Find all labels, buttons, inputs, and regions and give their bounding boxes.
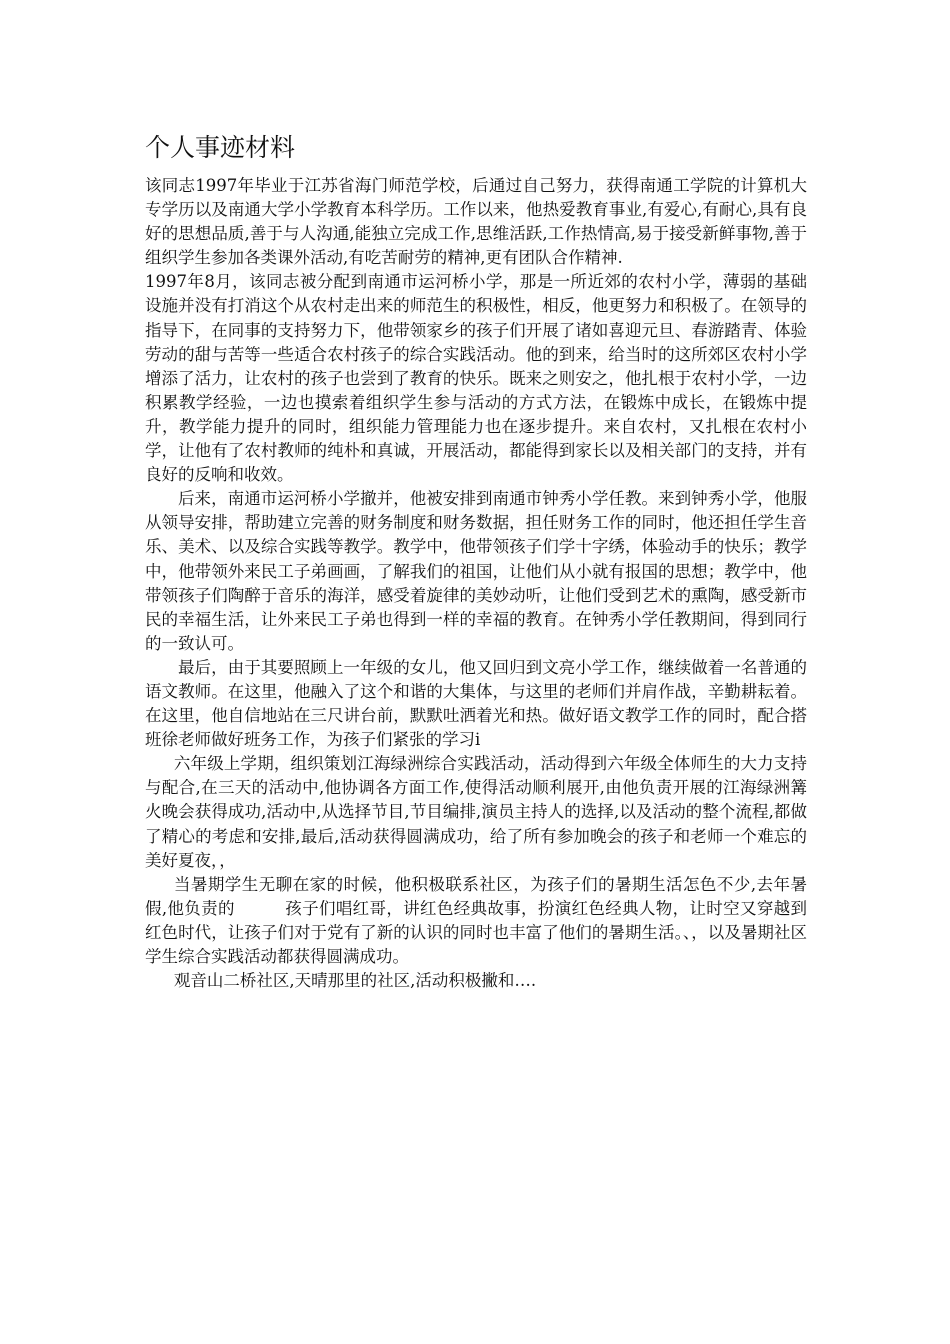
paragraph-summer: 当暑期学生无聊在家的时候，他积极联系社区，为孩子们的暑期生活怎色不少,去年暑假,他负责的 孩子们唱红哥，讲红色经典故事，扮演红色经典人物，让时空又穿越到红色时代，让孩子们对于党有了新的认识的同时也丰富了他们的暑期生活。、，以及暑期社区学生综合实践活动都获得圆满成功。 [145,874,807,966]
paragraph-sixth-grade: 六年级上学期，组织策划江海绿洲综合实践活动，活动得到六年级全体师生的大力支持与配合,在三天的活动中,他协调各方面工作,使得活动顺利展开,由他负责开展的江海绿洲篝火晚会获得成功,活动中,从选择节目,节目编排,演员主持人的选择,以及活动的整个流程,都做了精心的考虑和安排,最后,活动获得圆满成功，给了所有参加晚会的孩子和老师一个难忘的美好夏夜，， [145,754,807,870]
paragraph-zhongxiu: 后来，南通市运河桥小学撤并，他被安排到南通市钟秀小学任教。来到钟秀小学，他服从领导安排，帮助建立完善的财务制度和财务数据，担任财务工作的同时，他还担任学生音乐、美术、以及综合实践等教学。教学中，他带领孩子们学十字绣，体验动手的快乐；教学中，他带领外来民工子弟画画，了解我们的祖国，让他们从小就有报国的思想；教学中，他带领孩子们陶醉于音乐的海洋，感受着旋律的美妙动听，让他们受到艺术的熏陶，感受新市民的幸福生活，让外来民工子弟也得到一样的幸福的教育。在钟秀小学任教期间，得到同行的一致认可。 [145,489,807,653]
paragraph-wenliang: 最后，由于其要照顾上一年级的女儿，他又回归到文亮小学工作，继续做着一名普通的语文教师。在这里，他融入了这个和谐的大集体，与这里的老师们并肩作战，辛勤耕耘着。在这里，他自信地站在三尺讲台前，默默吐洒着光和热。做好语文教学工作的同时，配合搭班徐老师做好班务工作，为孩子们紧张的学习i [145,657,807,750]
document-title: 个人事迹材料 [145,133,296,162]
paragraph-community: 观音山二桥社区,天晴那里的社区,活动积极撇和…. [173,971,537,991]
document-body [145,174,807,993]
paragraph-1997: 1997年8月，该同志被分配到南通市运河桥小学，那是一所近郊的农村小学，薄弱的基础设施并没有打消这个从农村走出来的师范生的积极性，相反，他更努力和积极了。在领导的指导下，在同事的支持努力下，他带领家乡的孩子们开展了诸如喜迎元旦、春游踏青、体验劳动的甜与苦等一些适合农村孩子的综合实践活动。他的到来，给当时的这所郊区农村小学增添了活力，让农村的孩子也尝到了教育的快乐。既来之则安之，他扎根于农村小学，一边积累教学经验，一边也摸索着组织学生参与活动的方式方法，在锻炼中成长，在锻炼中提升，教学能力提升的同时，组织能力管理能力也在逐步提升。来自农村，又扎根在农村小学，让他有了农村教师的纯朴和真诚，开展活动，都能得到家长以及相关部门的支持，并有良好的反响和收效。 [145,272,807,485]
paragraph-intro: 该同志1997年毕业于江苏省海门师范学校，后通过自己努力，获得南通工学院的计算机大专学历以及南通大学小学教育本科学历。工作以来，他热爱教育事业,有爱心,有耐心,具有良好的思想品质,善于与人沟通,能独立完成工作,思维活跃,工作热情高,易于接受新鲜事物,善于组织学生参加各类课外活动,有吃苦耐劳的精神,更有团队合作精神. [145,176,807,268]
